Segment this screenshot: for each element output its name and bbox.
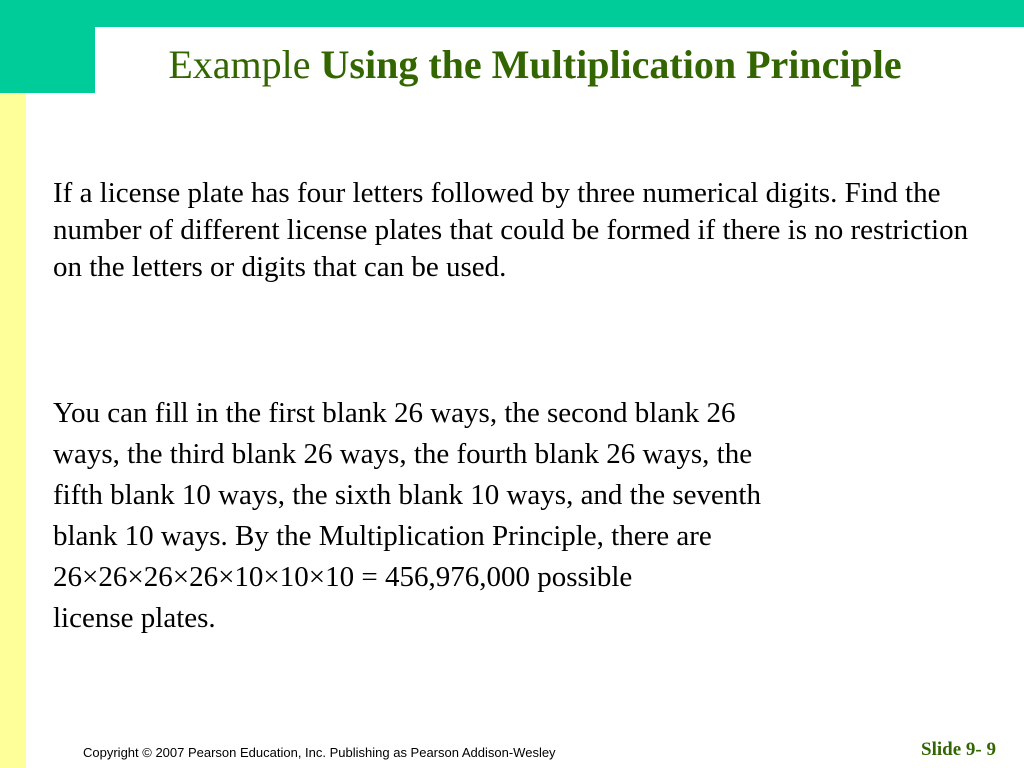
problem-line: used. xyxy=(446,251,507,283)
solution-line: fifth blank 10 ways, the sixth blank 10 ways, and the seventh xyxy=(53,479,761,511)
solution-line: You can fill in the first blank 26 ways, the second blank 26 xyxy=(53,397,736,429)
corner-accent-square xyxy=(0,0,95,93)
title-bold-text: Using the Multiplication Principle xyxy=(320,42,902,87)
problem-line: If a license plate has four letters followed by three numerical xyxy=(53,177,766,209)
slide-title xyxy=(100,40,970,90)
top-accent-bar xyxy=(95,0,1024,27)
solution-text xyxy=(53,393,973,639)
solution-line: blank 10 ways. By the Multiplication Principle, there are xyxy=(53,520,712,552)
left-accent-bar xyxy=(0,93,26,768)
slide-number: Slide 9- 9 xyxy=(921,739,996,760)
problem-line: digits. Find the number of different license plates that could be xyxy=(53,177,941,246)
solution-equation: 26×26×26×26×10×10×10 = 456,976,000 possible xyxy=(53,561,633,593)
solution-line: ways, the third blank 26 ways, the fourth blank 26 ways, the xyxy=(53,438,753,470)
title-prefix: Example xyxy=(168,42,321,87)
problem-statement xyxy=(53,175,973,286)
solution-line: license plates. xyxy=(53,602,216,634)
footer-copyright: Copyright © 2007 Pearson Education, Inc. Publishing as Pearson Addison-Wesley xyxy=(83,745,556,760)
problem-line: formed if there is no restriction on the letters or digits that can be xyxy=(53,214,969,283)
